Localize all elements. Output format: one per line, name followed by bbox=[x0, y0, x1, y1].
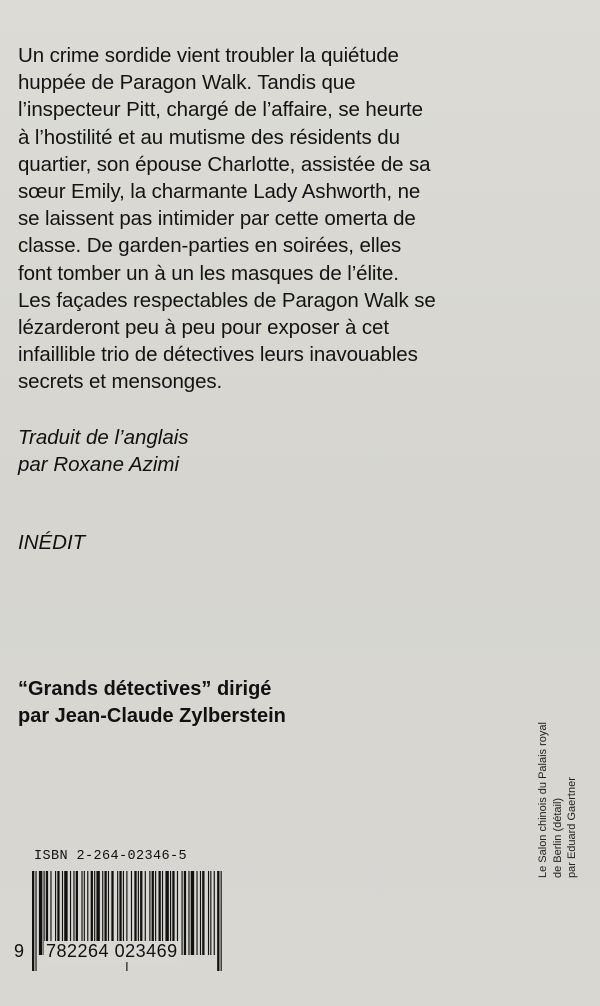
barcode-bar bbox=[208, 871, 209, 955]
barcode-bar bbox=[214, 871, 215, 955]
synopsis-line: Les façades respectables de Paragon Walk se bbox=[18, 288, 436, 312]
synopsis-line: se laissent pas intimider par cette omerta de bbox=[18, 207, 416, 231]
credit-line: de Berlin (détail) bbox=[551, 797, 564, 878]
translator-credit bbox=[18, 424, 189, 478]
series-title: “Grands détectives” dirigé bbox=[18, 678, 272, 700]
credit-line: Le Salon chinois du Palais royal bbox=[537, 722, 549, 878]
synopsis-text bbox=[18, 42, 578, 396]
barcode-bar bbox=[210, 871, 211, 955]
synopsis-line: huppée de Paragon Walk. Tandis que bbox=[18, 71, 356, 95]
barcode-lead-digit: 9 bbox=[14, 941, 25, 961]
synopsis-line: sœur Emily, la charmante Lady Ashworth, ne bbox=[18, 180, 421, 204]
synopsis-line: secrets et mensonges. bbox=[18, 370, 223, 394]
synopsis-line: classe. De garden-parties en soirées, elles bbox=[18, 234, 402, 258]
barcode-bar bbox=[200, 871, 201, 955]
barcode-bar bbox=[217, 871, 219, 971]
synopsis-line: lézarderont peu à peu pour exposer à cet bbox=[18, 316, 389, 340]
barcode-bar bbox=[35, 871, 36, 971]
barcode-bar bbox=[32, 871, 34, 971]
translator-name: par Roxane Azimi bbox=[18, 453, 180, 476]
synopsis-line: à l’hostilité et au mutisme des résidents du bbox=[18, 125, 400, 149]
synopsis-line: l’inspecteur Pitt, chargé de l’affaire, se heurte bbox=[18, 98, 423, 122]
barcode-bar bbox=[39, 871, 42, 955]
synopsis-line: infaillible trio de détectives leurs inavouables bbox=[18, 343, 418, 367]
barcode-bar bbox=[221, 871, 222, 971]
credit-line: par Eduard Gaertner bbox=[566, 777, 578, 878]
barcode-bar bbox=[182, 871, 183, 955]
synopsis-line: quartier, son épouse Charlotte, assistée de sa bbox=[18, 152, 431, 176]
synopsis-line: font tomber un à un les masques de l’élite. bbox=[18, 261, 399, 285]
barcode-bar bbox=[188, 871, 189, 955]
cover-art-credit bbox=[536, 722, 580, 878]
barcode-bar bbox=[202, 871, 204, 955]
isbn-number: ISBN 2-264-02346-5 bbox=[34, 849, 188, 864]
barcode-bar bbox=[184, 871, 186, 955]
barcode-digits: 782264 023469 bbox=[46, 941, 178, 961]
barcode-bar bbox=[191, 871, 194, 955]
inedit-label: INÉDIT bbox=[18, 531, 86, 554]
synopsis-line: Un crime sordide vient troubler la quiétude bbox=[18, 44, 399, 67]
barcode-bar bbox=[196, 871, 197, 955]
series-director: par Jean-Claude Zylberstein bbox=[18, 705, 286, 727]
translation-line: Traduit de l’anglais bbox=[18, 426, 189, 449]
series-editor bbox=[18, 676, 286, 730]
